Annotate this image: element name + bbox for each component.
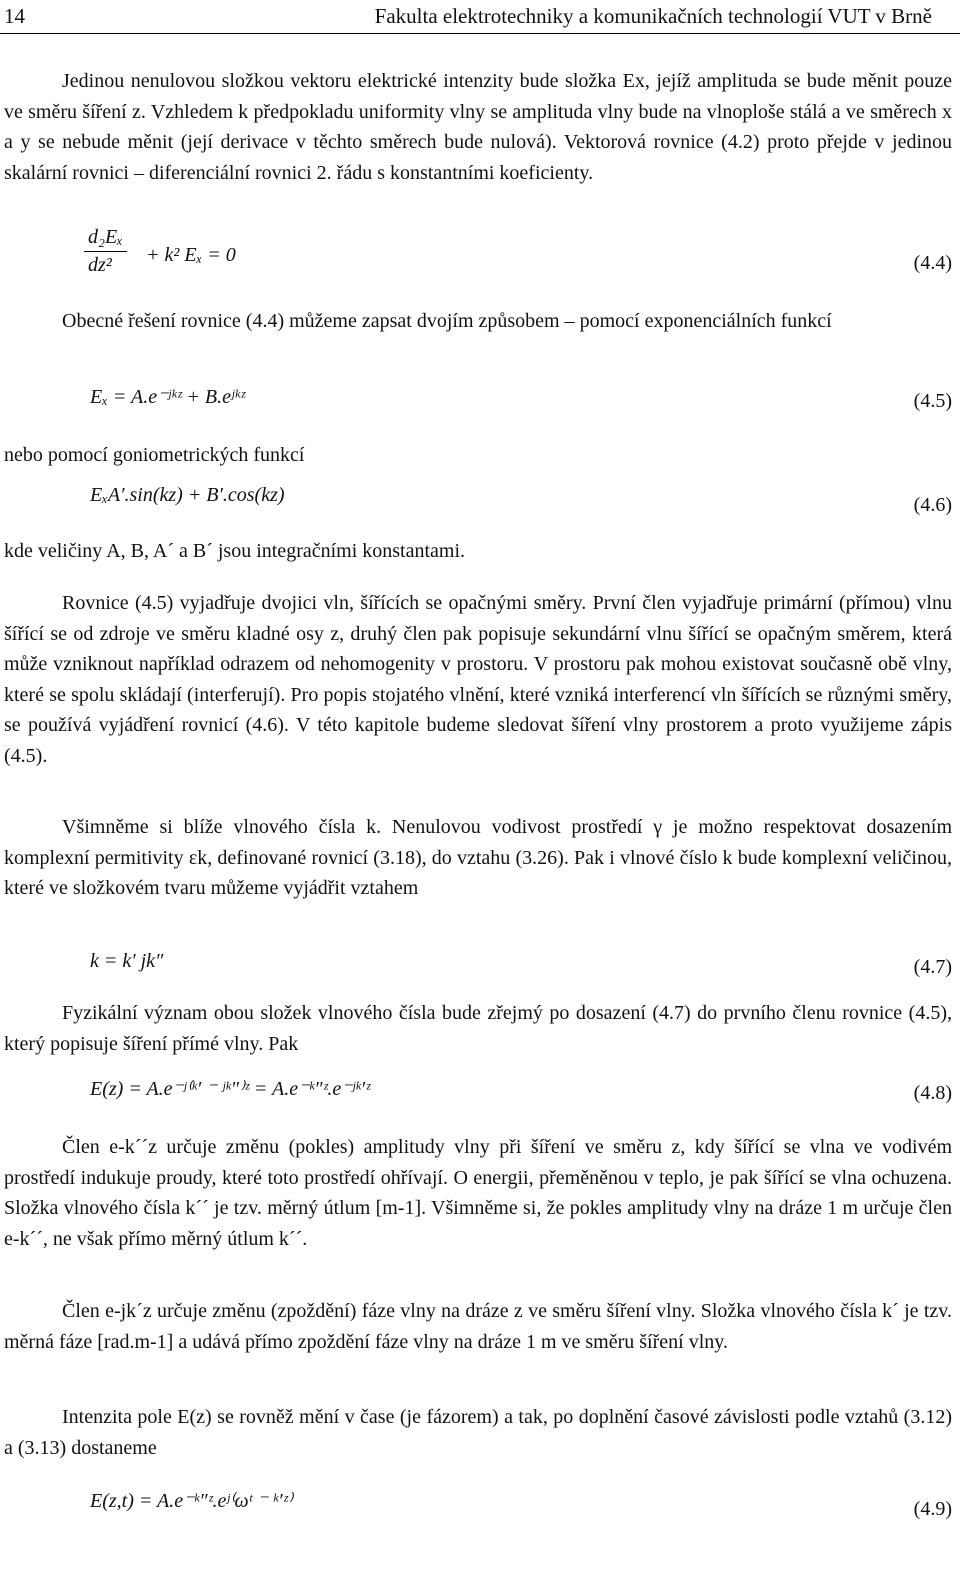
eq44-numerator: d₂Eₓ [84,226,127,252]
equation-4-4 [0,226,960,292]
eq45-formula: Eₓ = A.e⁻ʲᵏᶻ + B.eʲᵏᶻ [90,386,245,408]
paragraph-7: Fyzikální význam obou složek vlnového čísla bude zřejmý po dosazení (4.7) do prvního členu rovnice (4.5), který popisuje šíření přímé vlny. Pak [4,1002,952,1055]
equation-4-8 [0,1076,960,1110]
eq44-denominator: dz² [88,254,112,276]
eq47-formula: k = k′ jk″ [90,950,164,972]
paragraph-2: Obecné řešení rovnice (4.4) můžeme zapsat dvojím způsobem – pomocí exponenciálních funkcí [62,310,832,332]
eq46-label: (4.6) [913,494,952,516]
page-number: 14 [4,4,25,28]
paragraph-5: Rovnice (4.5) vyjadřuje dvojici vln, šířících se opačnými směry. První člen vyjadřuje primární (přímou) vlnu šířící se od zdroje ve směru kladné osy z, druhý člen pak popisuje sekundární vlnu šířící se opačným směrem, která může vzniknout například odrazem od nehomogenity v prostoru. V prostoru pak mohou existovat současně obě vlny, které se spolu skládají (interferují). Pro popis stojatého vlnění, které vzniká interferencí vln šířících se různými směry, se používá vyjádření rovnicí (4.6). V této kapitole budeme sledovat šíření vlny prostorem a proto využijeme zápis (4.5). [4,592,952,767]
header-rule [0,33,960,34]
eq46-formula: EₓA′.sin(kz) + B′.cos(kz) [90,484,285,506]
eq49-formula: E(z,t) = A.e⁻ᵏ″ᶻ.eʲ⁽ωᵗ ⁻ ᵏ′ᶻ⁾ [90,1490,293,1512]
paragraph-9: Člen e-jk´z určuje změnu (zpoždění) fáze vlny na dráze z ve směru šíření vlny. Složka vlnového čísla k´ je tzv. měrná fáze [rad.m-1] a udává přímo zpoždění fáze vlny na dráze 1 m ve směru šíření vlny. [4,1300,952,1353]
eq44-label: (4.4) [913,252,952,274]
eq48-formula: E(z) = A.e⁻ʲ⁽ᵏ′ ⁻ ʲᵏ″⁾ᶻ = A.e⁻ᵏ″ᶻ.e⁻ʲᵏ′ᶻ [90,1078,370,1100]
paragraph-4: kde veličiny A, B, A´ a B´ jsou integračními konstantami. [4,540,466,562]
equation-4-7 [0,950,960,984]
header-title: Fakulta elektrotechniky a komunikačních technologií VUT v Brně [374,4,932,28]
paragraph-6: Všimněme si blíže vlnového čísla k. Nenulovou vodivost prostředí γ je možno respektovat dosazením komplexní permitivity εk, definované rovnicí (3.18), do vztahu (3.26). Pak i vlnové číslo k bude komplexní veličinou, které ve složkovém tvaru můžeme vyjádřit vztahem [4,816,952,899]
paragraph-1: Jedinou nenulovou složkou vektoru elektrické intenzity bude složka Ex, jejíž amplituda se bude měnit pouze ve směru šíření z. Vzhledem k předpokladu uniformity vlny se amplituda vlny bude na vlnoploše stálá a ve směrech x a y se nebude měnit (její derivace v těchto směrech bude nulová). Vektorová rovnice (4.2) proto přejde v jedinou skalární rovnici – diferenciální rovnici 2. řádu s konstantními koeficienty. [4,70,952,184]
eq48-label: (4.8) [913,1082,952,1104]
eq45-label: (4.5) [913,390,952,412]
paragraph-8: Člen e-k´´z určuje změnu (pokles) amplitudy vlny při šíření ve směru z, kdy šířící se vlna ve vodivém prostředí indukuje proudy, které toto prostředí ohřívají. O energii, přeměněnou v teplo, je pak šířící se vlna ochuzena. Složka vlnového čísla k´´ je tzv. měrný útlum [m-1]. Všimněme si, že pokles amplitudy vlny na dráze 1 m určuje člen e-k´´, ne však přímo měrný útlum k´´. [4,1136,952,1250]
eq47-label: (4.7) [913,956,952,978]
paragraph-10: Intenzita pole E(z) se rovněž mění v čase (je fázorem) a tak, po doplnění časové závislosti podle vztahů (3.12) a (3.13) dostaneme [4,1406,952,1459]
paragraph-3: nebo pomocí goniometrických funkcí [4,444,305,466]
equation-4-5 [0,384,960,418]
equation-4-6 [0,484,960,518]
page-header [0,0,960,36]
equation-4-9 [0,1488,960,1522]
eq44-rest: + k² Eₓ = 0 [146,244,236,266]
eq44-fraction [84,226,127,277]
eq49-label: (4.9) [913,1498,952,1520]
